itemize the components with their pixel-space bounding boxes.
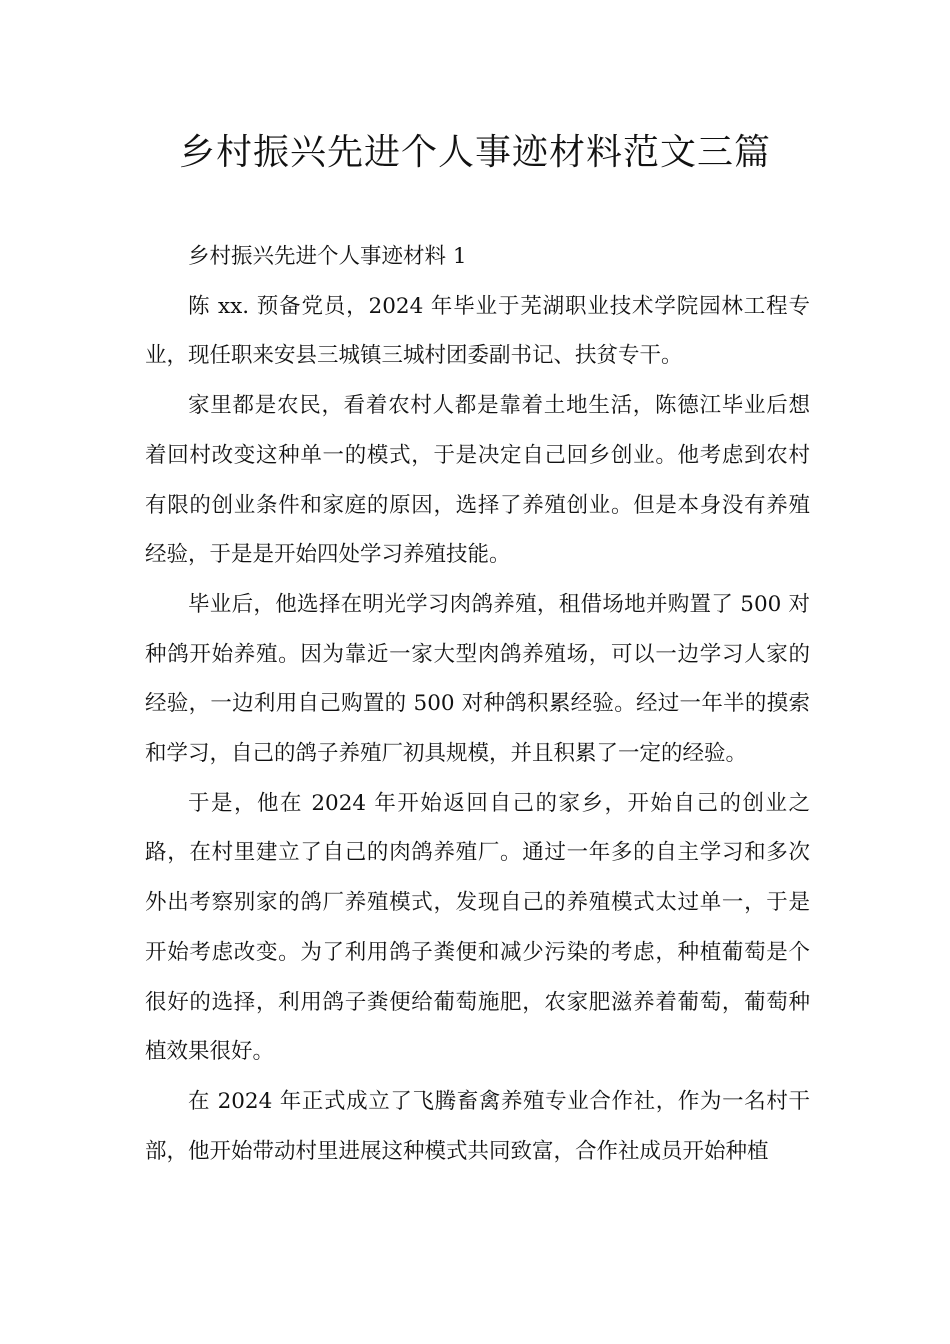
paragraph: 毕业后，他选择在明光学习肉鸽养殖，租借场地并购置了 500 对种鸽开始养殖。因为靠近一家大型肉鸽养殖场，可以一边学习人家的经验，一边利用自己购置的 500 对种鸽积累经验。经过一年半的摸索和学习，自己的鸽子养殖厂初具规模，并且积累了一定的经验。: [145, 591, 810, 767]
paragraph: 在 2024 年正式成立了飞腾畜禽养殖专业合作社，作为一名村干部，他开始带动村里进展这种模式共同致富，合作社成员开始种植: [145, 1088, 810, 1164]
paragraph: 于是，他在 2024 年开始返回自己的家乡，开始自己的创业之路，在村里建立了自己的肉鸽养殖厂。通过一年多的自主学习和多次外出考察别家的鸽厂养殖模式，发现自己的养殖模式太过单一，于是开始考虑改变。为了利用鸽子粪便和减少污染的考虑，种植葡萄是个很好的选择，利用鸽子粪便给葡萄施肥，农家肥滋养着葡萄，葡萄种植效果很好。: [145, 790, 810, 1065]
paragraph: 陈 xx. 预备党员，2024 年毕业于芜湖职业技术学院园林工程专业，现任职来安县三城镇三城村团委副书记、扶贫专干。: [145, 293, 810, 369]
document-body: [145, 232, 810, 1176]
paragraph: 家里都是农民，看着农村人都是靠着土地生活，陈德江毕业后想着回村改变这种单一的模式，于是决定自己回乡创业。他考虑到农村有限的创业条件和家庭的原因，选择了养殖创业。但是本身没有养殖经验，于是是开始四处学习养殖技能。: [145, 393, 810, 568]
section-heading: 乡村振兴先进个人事迹材料 1: [188, 244, 467, 269]
document-title: 乡村振兴先进个人事迹材料范文三篇: [178, 132, 771, 173]
